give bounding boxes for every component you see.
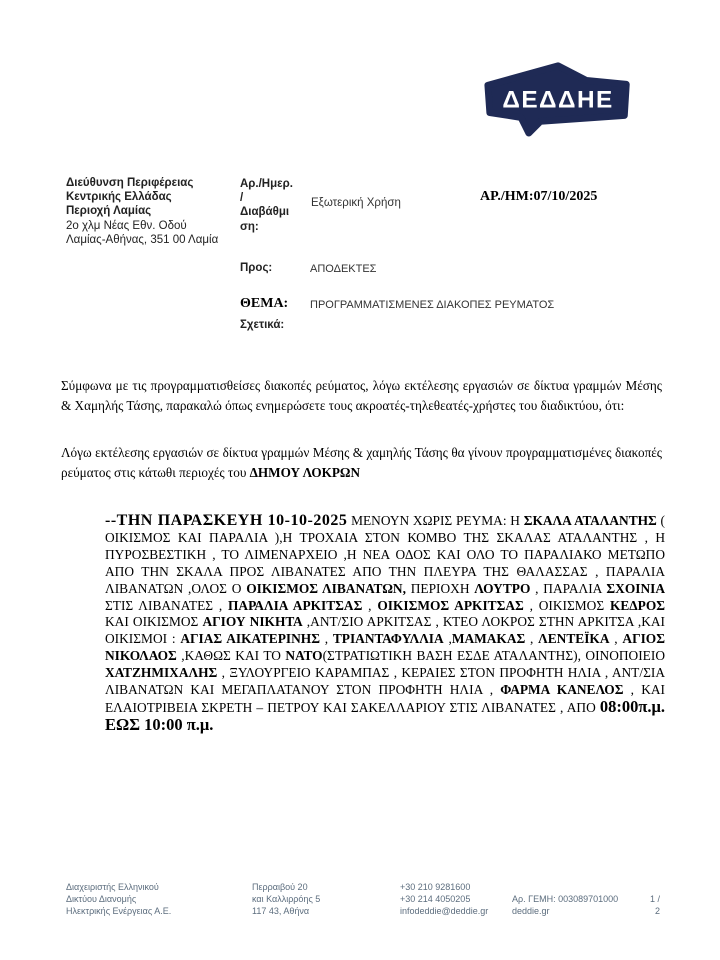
text-segment: --ΤΗΝ ΠΑΡΑΣΚΕΥΗ 10-10-2025 <box>105 512 348 529</box>
text-line: 117 43, Αθήνα <box>252 905 310 916</box>
text-line: Ηλεκτρικής Ενέργειας Α.Ε. <box>66 905 172 916</box>
text-line: 1 / <box>649 893 660 904</box>
text-segment: ΝΑΤΟ <box>285 648 323 664</box>
text-segment: ΟΙΚΙΣΜΟΣ ΛΙΒΑΝΑΤΩΝ, <box>246 580 406 596</box>
text-segment: ,ΚΑΘΩΣ ΚΑΙ ΤΟ <box>176 648 286 664</box>
to-label: Προς: <box>240 262 273 274</box>
text-segment: ΜΕΝΟΥΝ ΧΩΡΙΣ ΡΕΥΜΑ: Η <box>347 513 524 528</box>
text-segment: , ΟΙΚΙΣΜΟΣ <box>523 597 610 613</box>
sender-block <box>66 176 246 247</box>
text-line: Διεύθυνση Περιφέρειας <box>66 177 194 189</box>
text-line: Αρ./Ημερ. <box>240 178 293 190</box>
text-segment: ΣΤΙΣ ΛΙΒΑΝΑΤΕΣ , <box>105 597 229 613</box>
text-segment: ΚΑΙ ΟΙΚΙΣΜΟΣ <box>105 614 203 630</box>
doc-meta-label <box>240 177 312 234</box>
footer-address <box>252 882 382 917</box>
related-label: Σχετικά: <box>240 319 285 331</box>
text-line <box>618 882 660 894</box>
text-segment: , ΠΑΡΑΛΙΑ <box>530 580 607 596</box>
text-segment: ΑΓΙΟΣ ΝΙΚΟΛΑΟΣ <box>105 631 665 664</box>
footer-contact <box>400 882 515 917</box>
text-line: Περιοχή Λαμίας <box>66 205 152 218</box>
deddie-logo-text: ΔΕΔΔΗΕ <box>502 86 614 114</box>
page-indicator <box>618 882 660 917</box>
text-segment: ( ΟΙΚΙΣΜΟΣ ΚΑΙ ΠΑΡΑΛΙΑ ),Η ΤΡΟΧΑΙΑ ΣΤΟΝ ΚΟΜΒΟ ΤΗΣ ΣΚΑΛΑΣ ΑΤΑΛΑΝΤΗΣ , Η ΠΥΡΟΣΒΕΣΤΙΚΗ , ΤΟ ΛΙΜΕΝΑΡΧΕΙΟ ,Η ΝΕΑ ΟΔΟΣ ΚΑΙ ΟΛΟ ΤΟ ΠΑΡΑΛΙΑΚΟ ΜΕΤΩΠΟ ΑΠΟ ΤΗΝ ΣΚΑΛΑ ΠΡΟΣ ΛΙΒΑΝΑΤΕΣ ΑΠΟ ΤΗΝ ΠΛΕΥΡΑ ΤΗΣ ΘΑΛΑΣΣΑΣ , ΠΑΡΑΛΙΑ ΛΙΒΑΝΑΤΩΝ ,ΟΛΟΣ Ο <box>105 513 665 596</box>
text-line: 2 <box>654 905 660 916</box>
to-value: ΑΠΟΔΕΚΤΕΣ <box>310 263 377 275</box>
text-line: +30 210 9281600 <box>400 882 471 892</box>
text-segment: ΜΑΜΑΚΑΣ <box>451 631 526 647</box>
text-segment: ΦΑΡΜΑ ΚΑΝΕΛΟΣ <box>500 682 624 698</box>
text-segment: , <box>525 631 539 647</box>
text-segment: ΣΚΑΛΑ ΑΤΑΛΑΝΤΗΣ <box>523 513 657 528</box>
intro-paragraph: Σύμφωνα με τις προγραμματισθείσες διακοπές ρεύματος, λόγω εκτέλεσης εργασιών σε δίκτυα γραμμών Μέσης & Χαμηλής Τάσης, παρακαλώ όπως ενημερώσετε τους ακροατές-τηλεθεατές-χρήστες του διαδικτύου, ότι: <box>61 378 662 413</box>
text-segment: , <box>319 631 333 647</box>
text-segment: , <box>443 631 452 647</box>
text-line: Αρ. ΓΕΜΗ: 003089701000 <box>512 893 619 904</box>
text-segment: ΠΑΡΑΛΙΑ ΑΡΚΙΤΣΑΣ <box>228 597 363 613</box>
outage-details-paragraph <box>105 513 665 735</box>
text-line: και Καλλιρρόης 5 <box>252 893 321 904</box>
text-segment: ΣΧΟΙΝΙΑ <box>606 580 666 596</box>
text-segment: , ΚΑΙ ΕΛΑΙΟΤΡΙΒΕΙΑ ΣΚΡΕΤΗ – ΠΕΤΡΟΥ ΚΑΙ ΣΑΚΕΛΛΑΡΙΟΥ ΣΤΙΣ ΛΙΒΑΝΑΤΕΣ , ΑΠΟ <box>105 682 666 715</box>
text-line: / <box>240 192 244 205</box>
text-line: +30 214 4050205 <box>400 893 471 904</box>
text-line: ση: <box>240 220 259 233</box>
subject-value: ΠΡΟΓΡΑΜΜΑΤΙΣΜΕΝΕΣ ΔΙΑΚΟΠΕΣ ΡΕΥΜΑΤΟΣ <box>310 299 555 311</box>
text-line: Λαμίας-Αθήνας, 351 00 Λαμία <box>66 233 219 246</box>
footer-registry <box>512 882 632 917</box>
text-line: Διαβάθμι <box>240 206 290 219</box>
deddie-logo-shape <box>482 54 638 138</box>
text-segment: , <box>362 597 378 613</box>
text-segment: 08:00π.μ. ΕΩΣ 10:00 π.μ. <box>105 696 665 734</box>
org-address <box>66 219 246 247</box>
text-line: 2ο χλμ Νέας Εθν. Οδού <box>66 219 187 232</box>
text-segment: ΑΓΙΑΣ ΑΙΚΑΤΕΡΙΝΗΣ <box>180 631 320 647</box>
notice-paragraph <box>61 443 662 483</box>
text-segment: ΛΕΝΤΕΪΚΑ <box>538 631 610 647</box>
text-segment: ΚΕΔΡΟΣ <box>609 597 666 613</box>
text-segment: ΧΑΤΖΗΜΙΧΑΛΗΣ <box>105 665 218 681</box>
doc-meta-value: Εξωτερική Χρήση <box>311 197 401 209</box>
text-line <box>512 882 632 894</box>
text-segment: (ΣΤΡΑΤΙΩΤΙΚΗ ΒΑΣΗ ΕΣΔΕ ΑΤΑΛΑΝΤΗΣ), ΟΙΝΟΠΟΙΕΙΟ <box>322 648 665 664</box>
text-segment: ΟΙΚΙΣΜΟΣ ΑΡΚΙΤΣΑΣ <box>377 597 524 613</box>
doc-ref-number: ΑΡ./ΗΜ:07/10/2025 <box>480 189 598 204</box>
footer-company <box>66 882 236 917</box>
text-segment: ΑΓΙΟΥ ΝΙΚΗΤΑ <box>202 614 303 630</box>
text-line: Κεντρικής Ελλάδας <box>66 191 172 204</box>
text-line: infodeddie@deddie.gr <box>400 905 489 916</box>
text-line: deddie.gr <box>512 905 550 916</box>
text-line: Δικτύου Διανομής <box>66 893 137 904</box>
deddie-logo <box>482 54 638 138</box>
text-segment: , <box>609 631 623 647</box>
text-segment: ΠΕΡΙΟΧΗ <box>405 580 475 596</box>
text-segment: ΛΟΥΤΡΟ <box>474 580 531 596</box>
org-name <box>66 176 246 219</box>
text-line: Περραιβού 20 <box>252 882 308 892</box>
text-line: Διαχειριστής Ελληνικού <box>66 882 159 892</box>
notice-text: Λόγω εκτέλεσης εργασιών σε δίκτυα γραμμών Μέσης & χαμηλής Τάσης θα γίνουν προγραμματισμένες διακοπές ρεύματος στις κάτωθι περιοχές του <box>61 445 662 480</box>
municipality-name: ΔΗΜΟΥ ΛΟΚΡΩΝ <box>249 465 360 480</box>
text-segment: ,ΑΝΤ/ΣΙΟ ΑΡΚΙΤΣΑΣ , ΚΤΕΟ ΛΟΚΡΟΣ ΣΤΗΝ ΑΡΚΙΤΣΑ ,ΚΑΙ ΟΙΚΙΣΜΟΙ : <box>105 614 665 647</box>
text-segment: , ΞΥΛΟΥΡΓΕΙΟ ΚΑΡΑΜΠΑΣ , ΚΕΡΑΙΕΣ ΣΤΟΝ ΠΡΟΦΗΤΗ ΗΛΙΑ , ΑΝΤ/ΣΙΑ ΛΙΒΑΝΑΤΩΝ ΚΑΙ ΜΕΓΑΠΛΑΤΑΝΟΥ ΣΤΟΝ ΠΡΟΦΗΤΗ ΗΛΙΑ , <box>105 665 665 698</box>
subject-label: ΘΕΜΑ: <box>240 296 289 311</box>
text-segment: ΤΡΙΑΝΤΑΦΥΛΛΙΑ <box>332 631 444 647</box>
